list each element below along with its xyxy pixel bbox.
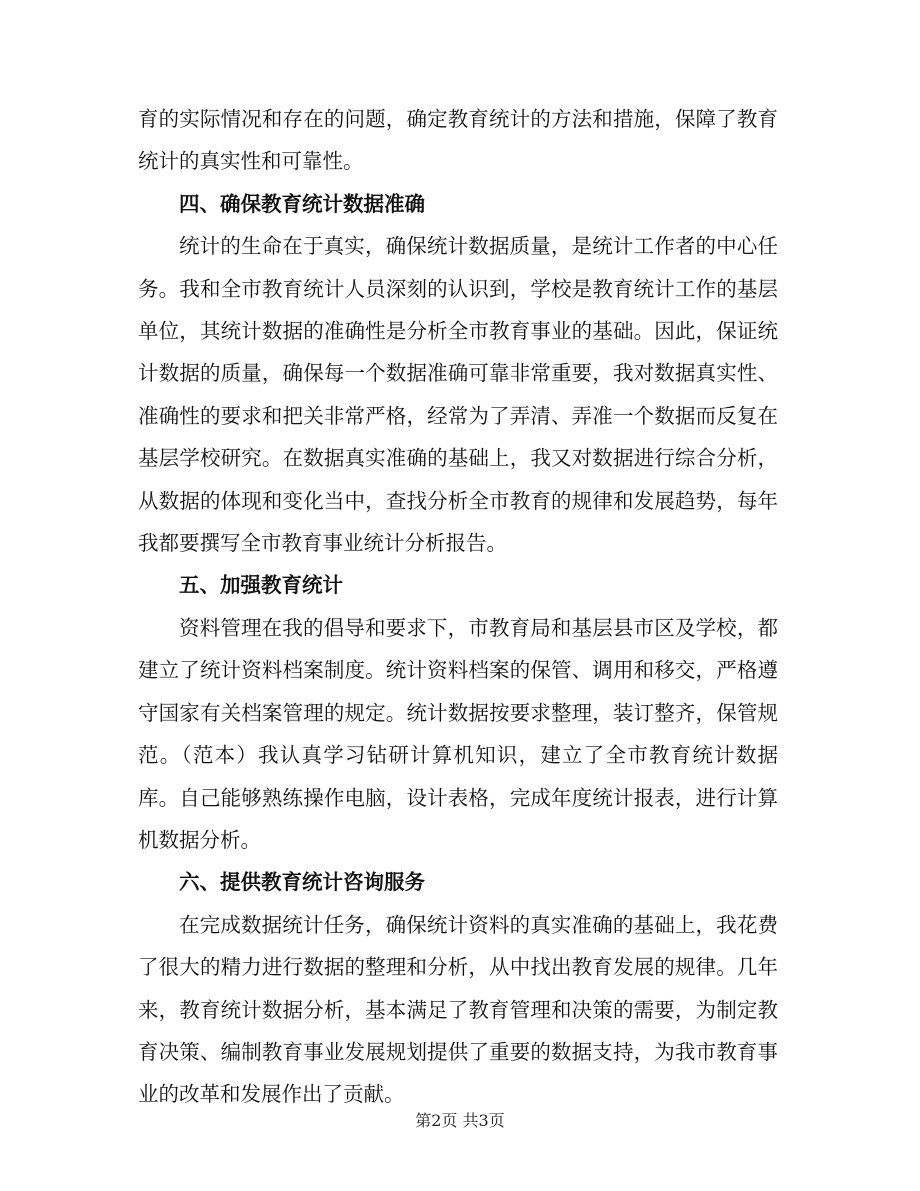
paragraph-section-6: 在完成数据统计任务，确保统计资料的真实准确的基础上，我花费了很大的精力进行数据的整理和分析，从中找出教育发展的规律。几年来，教育统计数据分析，基本满足了教育管理和决策的需要，为制定教育决策、编制教育事业发展规划提供了重要的数据支持，为我市教育事业的改革和发展作出了贡献。 [138, 912, 778, 1107]
document-body [138, 98, 778, 1116]
paragraph-section-5: 资料管理在我的倡导和要求下，市教育局和基层县市区及学校，都建立了统计资料档案制度。统计资料档案的保管、调用和移交，严格遵守国家有关档案管理的规定。统计数据按要求整理，装订整齐，保管规范。（范本）我认真学习钻研计算机知识，建立了全市教育统计数据库。自己能够熟练操作电脑，设计表格，完成年度统计报表，进行计算机数据分析。 [138, 615, 778, 852]
section-heading-5: 五、加强教育统计 [179, 573, 343, 598]
paragraph-continuation: 育的实际情况和存在的问题，确定教育统计的方法和措施，保障了教育统计的真实性和可靠性。 [138, 107, 778, 174]
section-heading-4: 四、确保教育统计数据准确 [179, 191, 425, 216]
paragraph-section-4: 统计的生命在于真实，确保统计数据质量，是统计工作者的中心任务。我和全市教育统计人员深刻的认识到，学校是教育统计工作的基层单位，其统计数据的准确性是分析全市教育事业的基础。因此，保证统计数据的质量，确保每一个数据准确可靠非常重要，我对数据真实性、准确性的要求和把关非常严格，经常为了弄清、弄准一个数据而反复在基层学校研究。在数据真实准确的基础上，我又对数据进行综合分析，从数据的体现和变化当中，查找分析全市教育的规律和发展趋势，每年我都要撰写全市教育事业统计分析报告。 [138, 234, 778, 556]
page-number-footer: 第2页 共3页 [415, 1111, 505, 1130]
section-heading-6: 六、提供教育统计咨询服务 [179, 870, 425, 895]
